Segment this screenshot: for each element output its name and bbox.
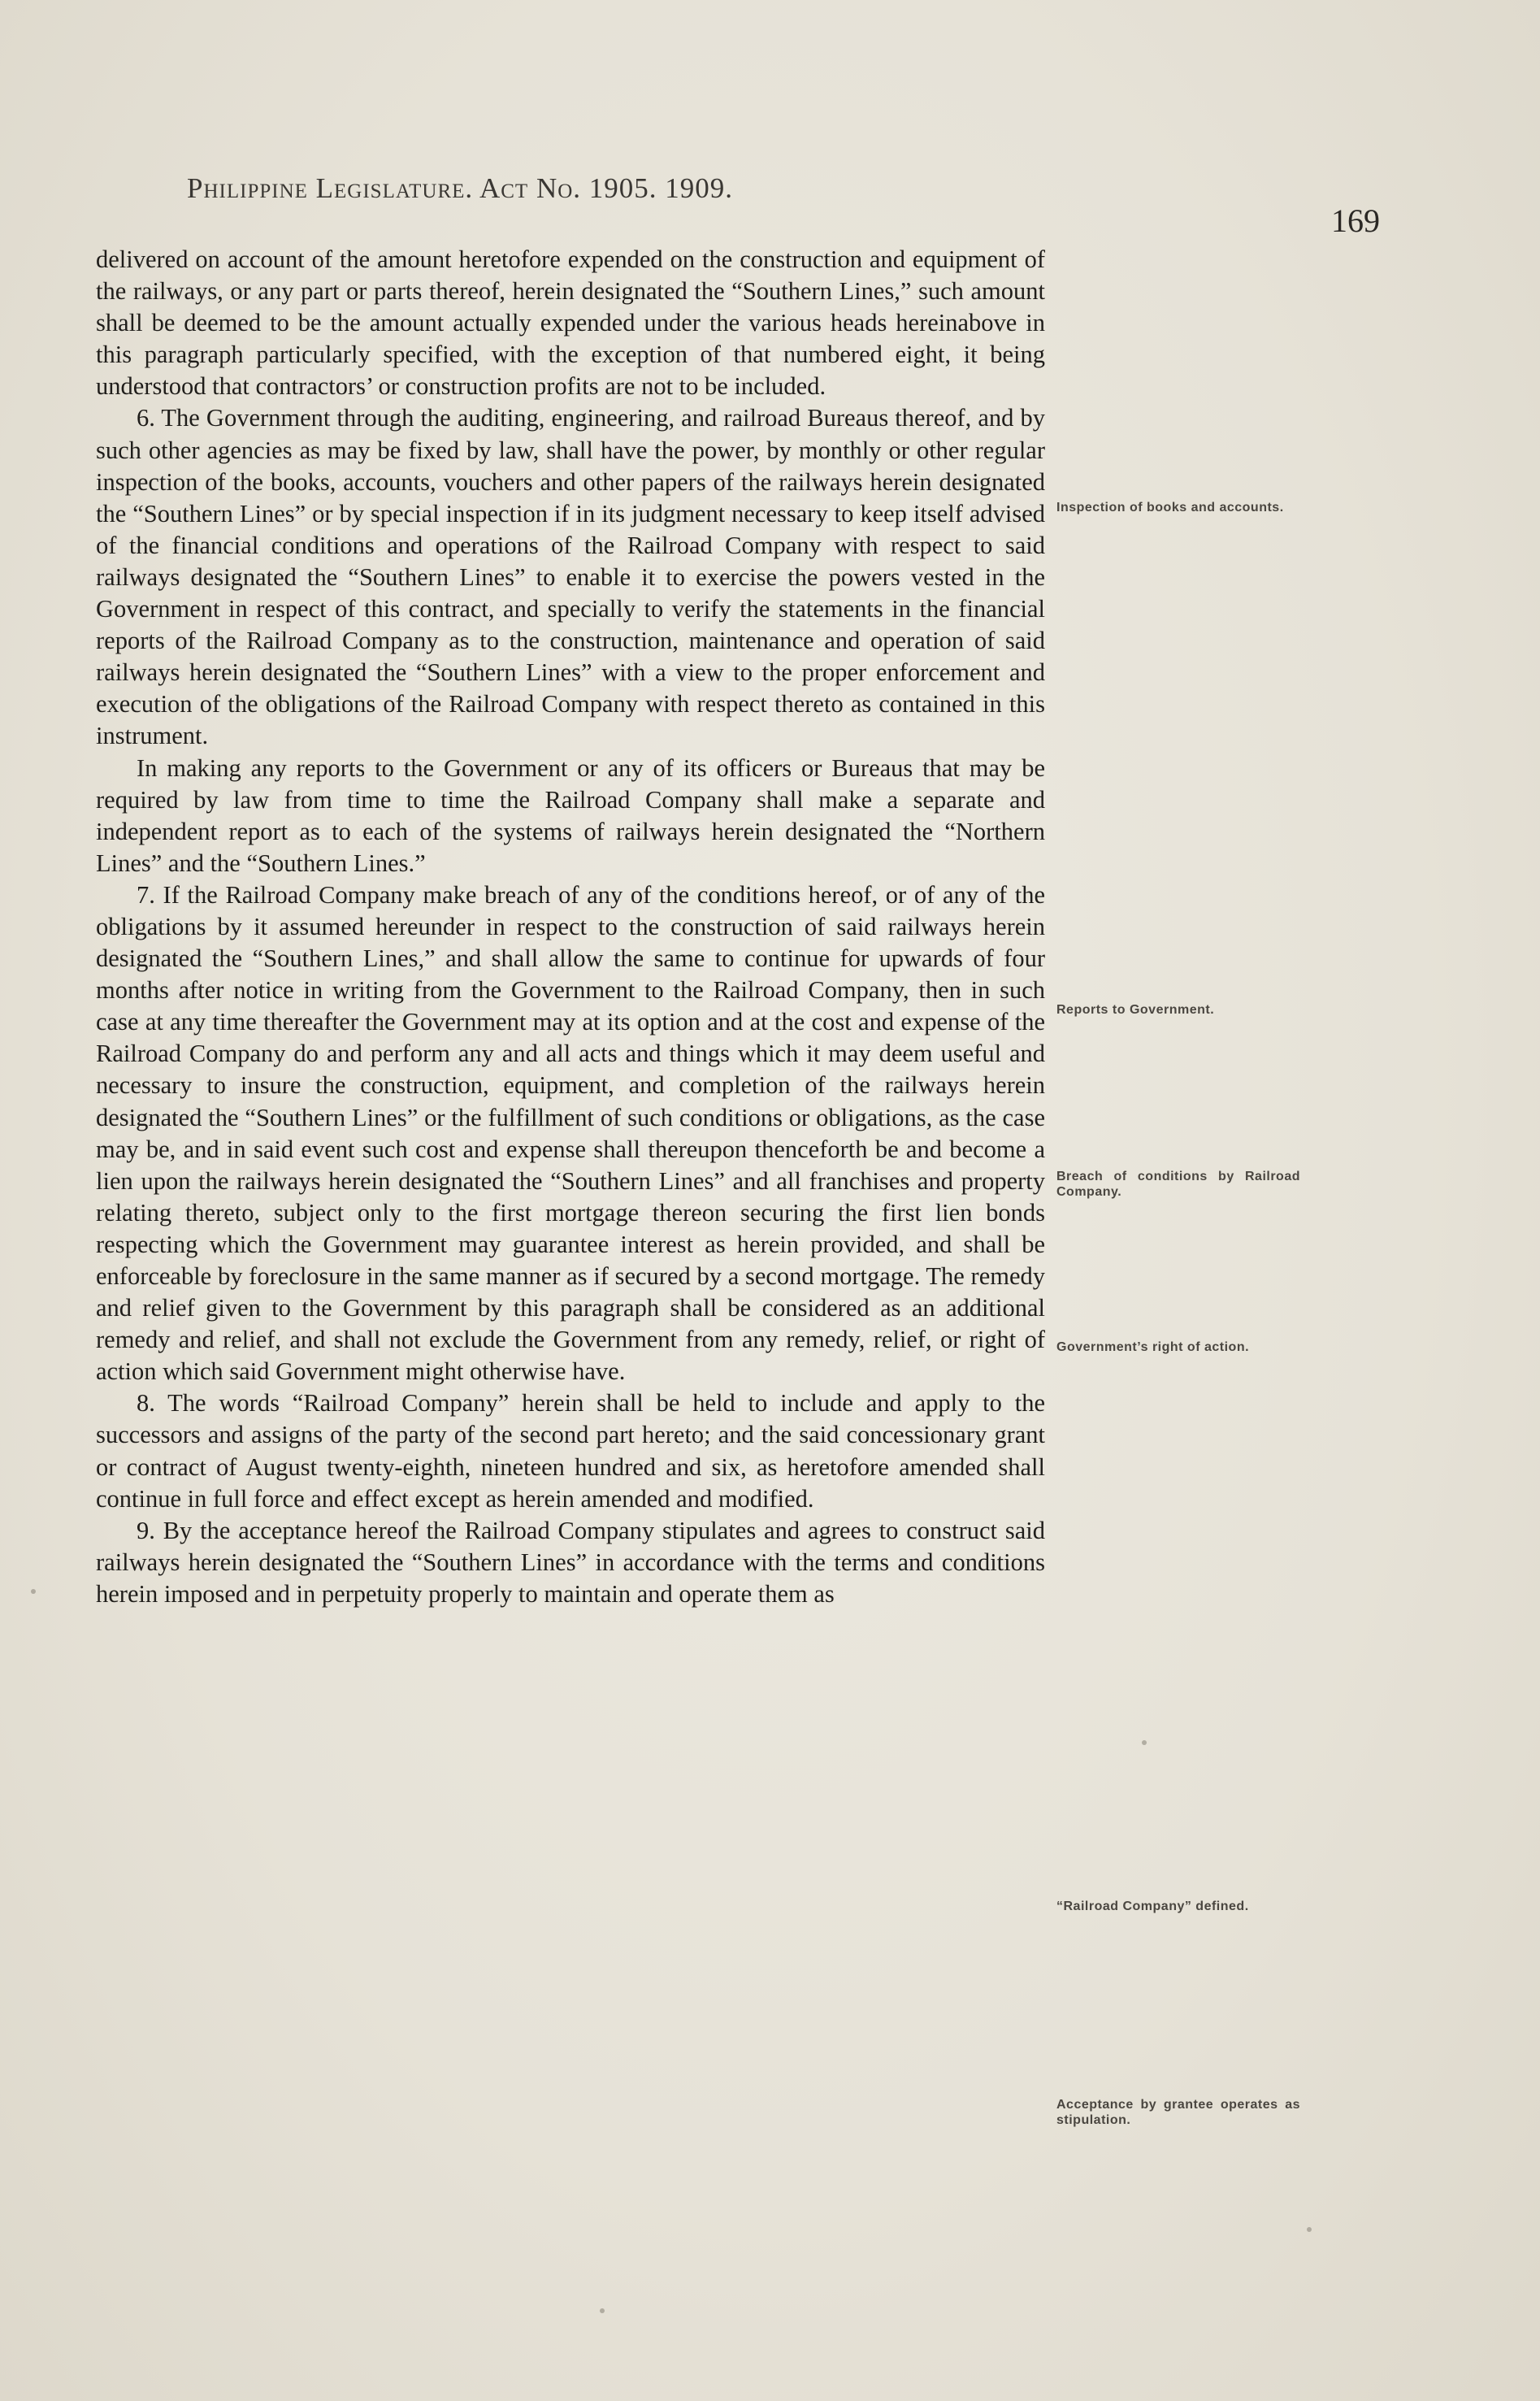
margin-note-inspection: Inspection of books and accounts. xyxy=(1056,501,1284,514)
paragraph-section-8: 8. The words “Railroad Company” herein shall be held to include and apply to the successors and assigns of the party of the second part hereto; and the said concessionary grant or contract of August twenty-eighth, nineteen hundred and six, as heretofore amended shall continue in full force and effect except as herein amended and modified. xyxy=(96,1389,1045,1513)
margin-note-government-right: Government’s right of action. xyxy=(1056,1340,1250,1354)
running-head: Philippine Legislature. Act No. 1905. 1909. xyxy=(187,172,734,204)
body-text xyxy=(96,244,1045,1610)
page-number: 169 xyxy=(1331,202,1380,239)
paper-speck xyxy=(1142,1740,1147,1745)
margin-note-breach: Breach of conditions by Railroad Company. xyxy=(1056,1170,1300,1199)
paper-speck xyxy=(31,1589,36,1594)
margin-note-reports: Reports to Government. xyxy=(1056,1003,1215,1017)
paper-speck xyxy=(600,2308,605,2313)
paragraph-section-6: 6. The Government through the auditing, engineering, and railroad Bureaus thereof, and by such other agencies as may be fixed by law, shall have the power, by monthly or other regular inspection of the books, accounts, vouchers and other papers of the railways herein designated the “Southern Lines” or by special inspection if in its judgment necessary to keep itself advised of the financial conditions and operations of the Railroad Company with respect to said railways designated the “Southern Lines” to enable it to exercise the powers vested in the Government in respect of this contract, and specially to verify the statements in the financial reports of the Railroad Company as to the construction, maintenance and operation of said railways herein designated the “Southern Lines” with a view to the proper enforcement and execution of the obligations of the Railroad Company with respect thereto as contained in this instrument. xyxy=(96,404,1045,750)
margin-note-railroad-company-defined: “Railroad Company” defined. xyxy=(1056,1900,1249,1913)
margin-note-acceptance: Acceptance by grantee operates as stipulation. xyxy=(1056,2098,1300,2127)
paper-speck xyxy=(1307,2227,1312,2232)
paragraph-section-9: 9. By the acceptance hereof the Railroad Company stipulates and agrees to construct said railways herein designated the “Southern Lines” in accordance with the terms and conditions herein imposed and in perpetuity properly to maintain and operate them as xyxy=(96,1516,1045,1608)
paragraph-reports: In making any reports to the Government or any of its officers or Bureaus that may be required by law from time to time the Railroad Company shall make a separate and independent report as to each of the systems of railways herein designated the “Northern Lines” and the “Southern Lines.” xyxy=(96,753,1045,877)
paragraph-section-7: 7. If the Railroad Company make breach of any of the conditions hereof, or of any of the obligations by it assumed hereunder in respect to the construction of said railways herein designated the “Southern Lines,” and shall allow the same to continue for upwards of four months after notice in writing from the Government to the Railroad Company, then in such case at any time thereafter the Government may at its option and at the cost and expense of the Railroad Company do and perform any and all acts and things which it may deem useful and necessary to insure the construction, equipment, and completion of the railways herein designated the “Southern Lines” or the fulfillment of such conditions or obligations, as the case may be, and in said event such cost and expense shall thereupon thenceforth be and become a lien upon the railways herein designated the “Southern Lines” and all franchises and property relating thereto, subject only to the first mortgage thereon securing the first lien bonds respecting which the Government may guarantee interest as herein provided, and shall be enforceable by foreclosure in the same manner as if secured by a second mortgage. The remedy and relief given to the Government by this paragraph shall be considered as an additional remedy and relief, and shall not exclude the Government from any remedy, relief, or right of action which said Government might otherwise have. xyxy=(96,880,1045,1386)
paragraph-continued: delivered on account of the amount heretofore expended on the construction and equipment of the railways, or any part or parts thereof, herein designated the “Southern Lines,” such amount shall be deemed to be the amount actually expended under the various heads hereinabove in this paragraph particularly specified, with the exception of that numbered eight, it being understood that contractors’ or construction profits are not to be included. xyxy=(96,245,1045,401)
